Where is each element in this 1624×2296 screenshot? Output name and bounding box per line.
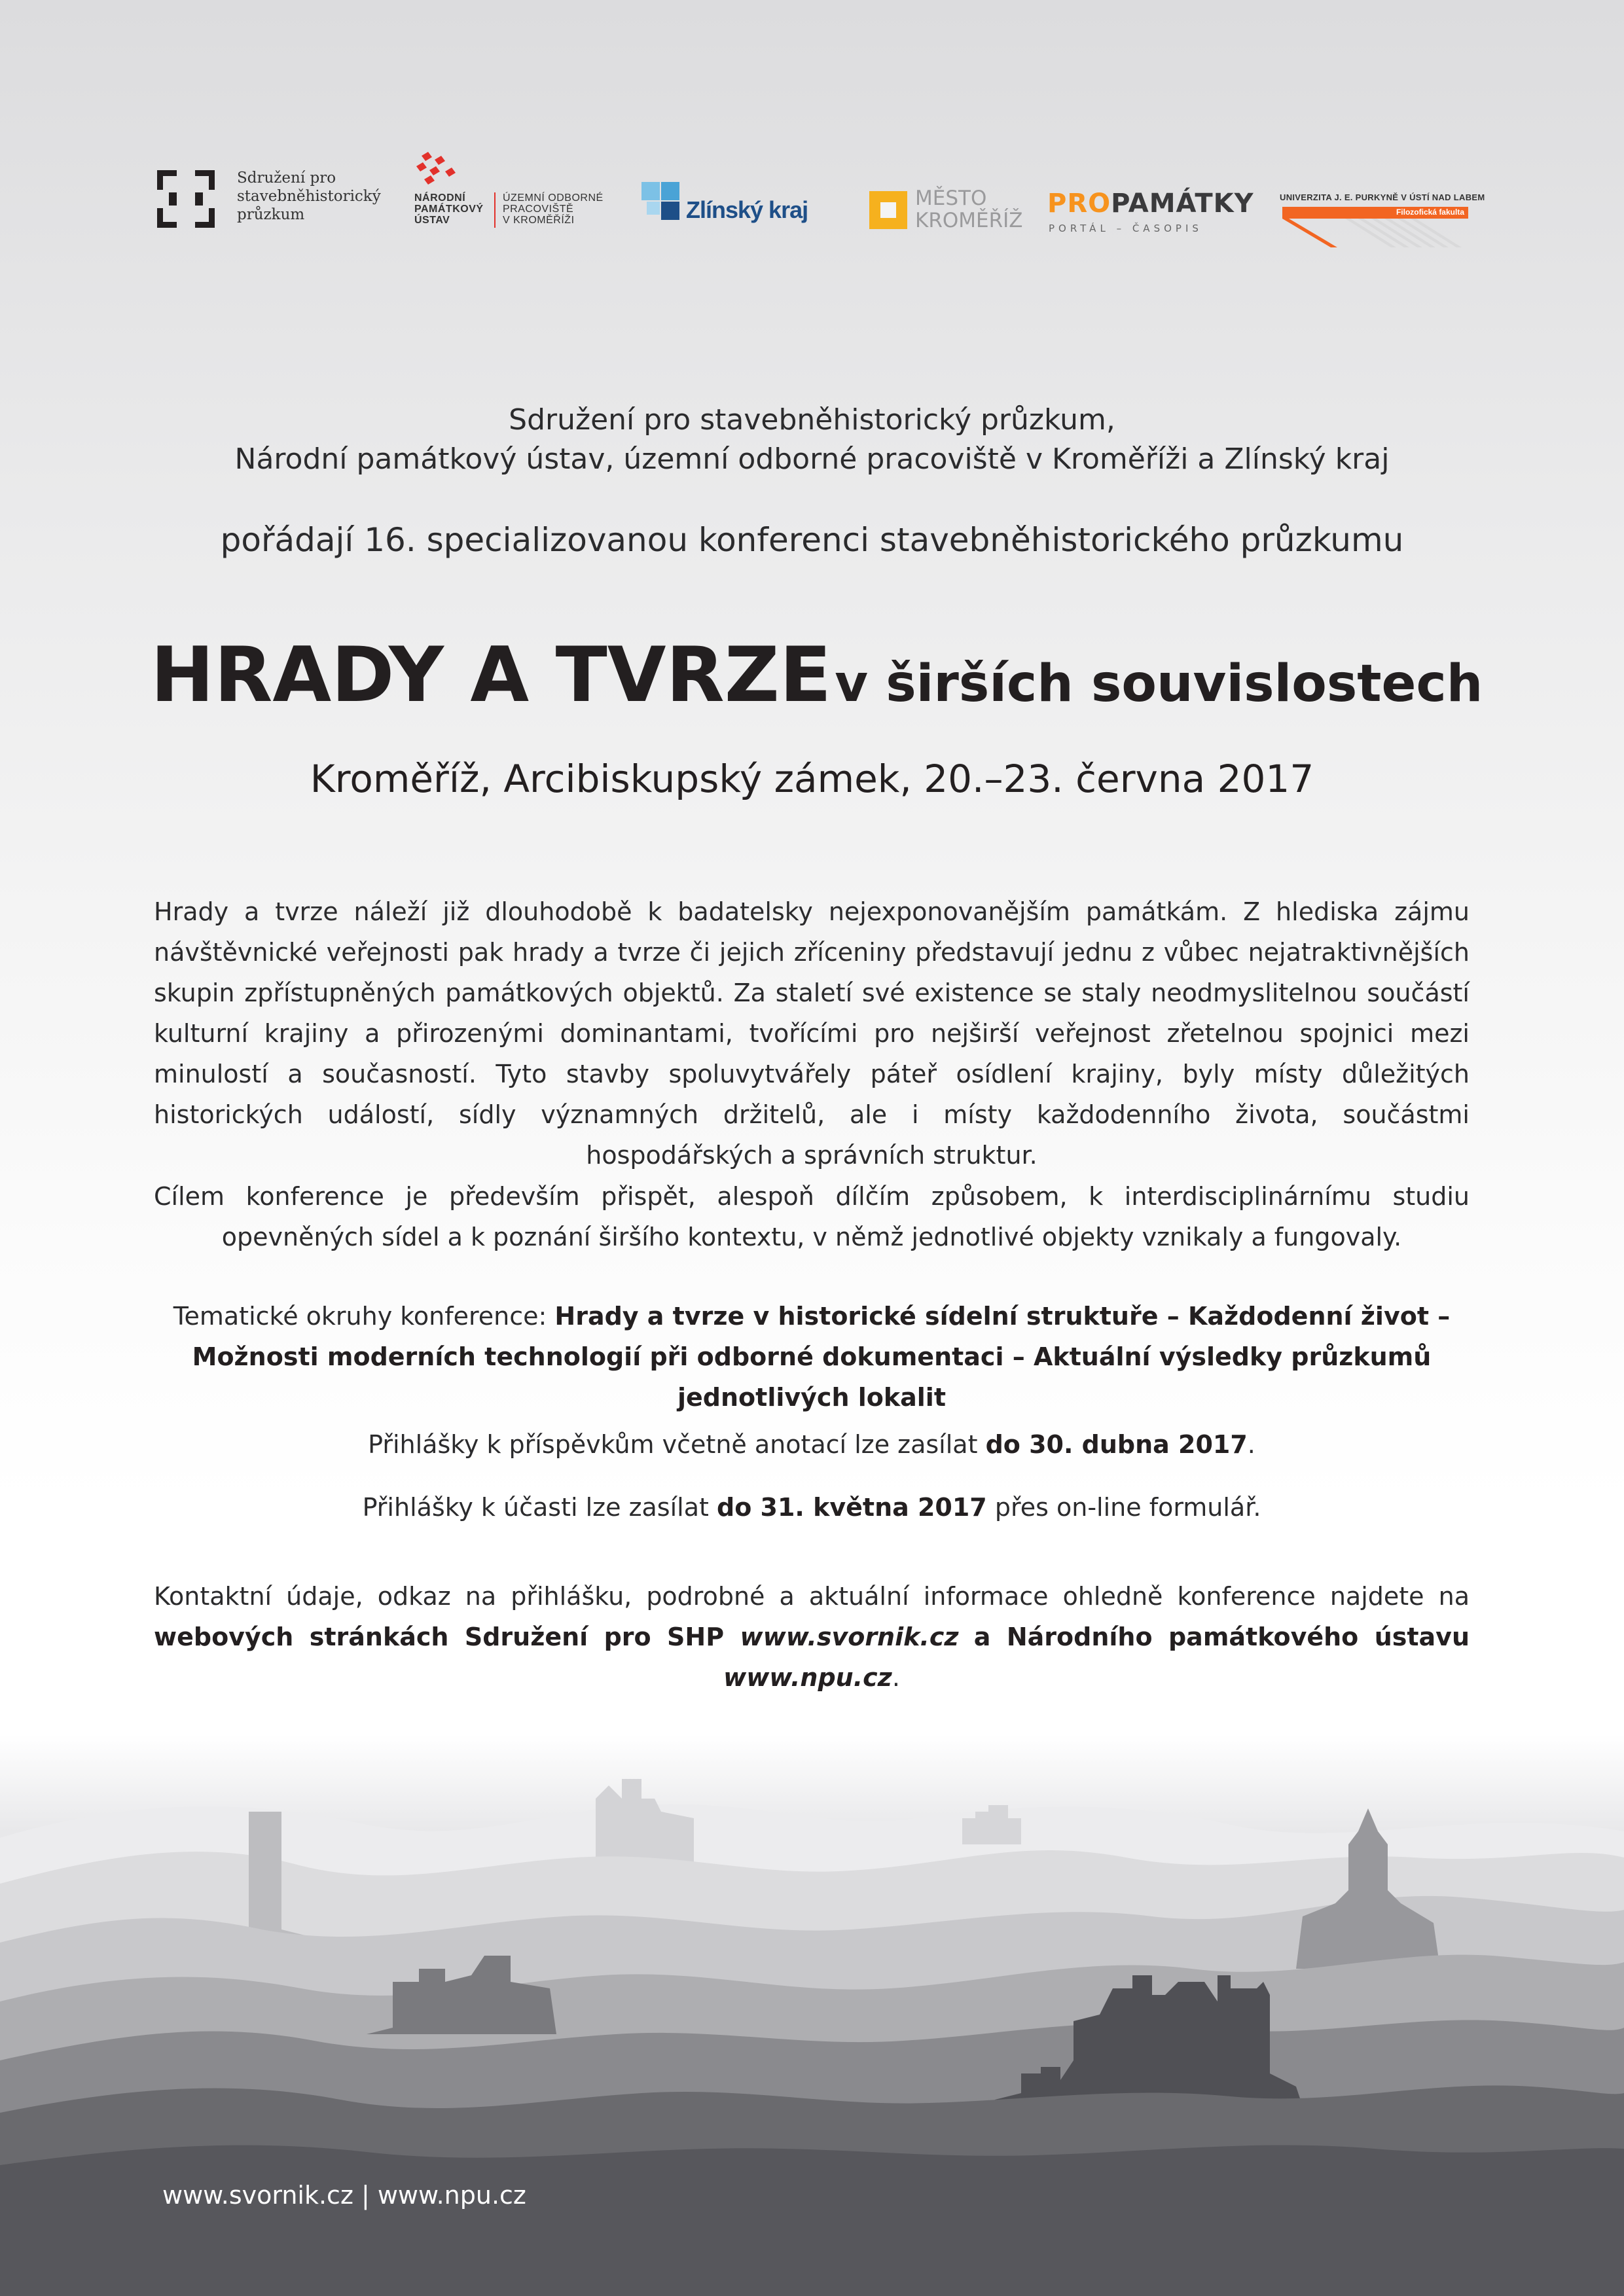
deadline1-date: do 30. dubna 2017 [985, 1430, 1248, 1459]
ujep-bar [1282, 207, 1468, 219]
logo-npu [412, 152, 609, 237]
sdruzeni-line3: průzkum [237, 206, 305, 223]
npu-r2: PRACOVIŠTĚ [503, 204, 574, 215]
deadline2-post: přes on-line formulář. [986, 1493, 1261, 1522]
ujep-stripes-icon [1280, 219, 1470, 251]
logo-propamatky [1047, 188, 1263, 241]
mesto-square-icon [869, 191, 907, 229]
propamatky-sub: PORTÁL – ČASOPIS [1049, 223, 1202, 234]
ujep-title: UNIVERZITA J. E. PURKYNĚ V ÚSTÍ NAD LABEM [1280, 192, 1485, 202]
topics-paragraph [151, 1296, 1473, 1418]
logo-mesto-kromeriz [869, 187, 1039, 240]
organizers [151, 401, 1473, 479]
npu-line2: PAMÁTKOVÝ [414, 204, 484, 215]
npu-emblem-icon [412, 152, 465, 191]
sdruzeni-line2: stavebněhistorický [237, 188, 381, 205]
title-sub: v širších souvislostech [835, 655, 1483, 713]
description-paragraph: Hrady a tvrze náleží již dlouhodobě k badatelsky nejexponovanějším památkám. Z hlediska zájmu návštěvnické veřejnosti pak hrady a tvrze či jejich zříceniny představují jednu z vůbec nejatraktivnějších skupin zpřístupněných památkových objektů. Za staletí své existence se staly neodmyslitelnou součástí kulturní krajiny a přirozenými dominantami, tvořícími pro nejširší veřejnost zřetelnou spojnici mezi minulostí a současností. Tyto stavby spoluvytvářely páteř osídlení krajiny, byly místy důležitých historických událostí, sídly významných držitelů, ale i místy každodenního života, součástmi hospodářských a správních struktur. [154, 897, 1470, 1170]
deadline2-date: do 31. května 2017 [717, 1493, 987, 1522]
deadline2-pre: Přihlášky k účasti lze zasílat [362, 1493, 717, 1522]
sdruzeni-line1: Sdružení pro [237, 170, 336, 187]
contact-bold2: a Národního památkového ústavu [973, 1623, 1470, 1651]
contact-pre: Kontaktní údaje, odkaz na přihlášku, podrobné a aktuální informace ohledně konference najdete na [154, 1582, 1470, 1611]
topics-label: Tematické okruhy konference: [173, 1302, 555, 1331]
deadline1-post: . [1247, 1430, 1255, 1459]
conference-place-date: Kroměříž, Arcibiskupský zámek, 20.–23. června 2017 [310, 757, 1314, 801]
logo-zlinsky-kraj [641, 182, 838, 228]
npu-line1: NÁRODNÍ [414, 192, 466, 204]
propamatky-pamatky: PAMÁTKY [1111, 188, 1254, 219]
goal-paragraph: Cílem konference je především přispět, alespoň dílčím způsobem, k interdisciplinárnímu studiu opevněných sídel a k poznání širšího kontextu, v němž jednotlivé objekty vznikaly a fungovaly. [154, 1182, 1470, 1251]
npu-r3: V KROMĚŘÍŽI [503, 215, 575, 226]
castle-far-center [596, 1779, 694, 1864]
castle-landscape-illustration [0, 1759, 1624, 2296]
deadline-registration [151, 1487, 1473, 1528]
zlinsky-label: Zlínský kraj [686, 196, 808, 223]
contact-url-npu[interactable]: www.npu.cz [723, 1663, 892, 1692]
organizers-line2: Národní památkový ústav, územní odborné pracoviště v Kroměříži a Zlínský kraj [234, 442, 1390, 476]
hills-layer-7 [0, 2145, 1624, 2296]
logo-ujep [1280, 190, 1485, 252]
contact-post: . [892, 1663, 900, 1692]
mesto-line2: KROMĚŘÍŽ [915, 209, 1023, 232]
npu-divider [494, 192, 496, 228]
topics-list: Hrady a tvrze v historické sídelní struktuře – Každodenní život – Možnosti moderních technologií při odborné dokumentaci – Aktuální výsledky průzkumů jednotlivých lokalit [192, 1302, 1451, 1412]
contact-url-svornik[interactable]: www.svornik.cz [740, 1623, 959, 1651]
mesto-line1: MĚSTO [915, 187, 987, 210]
contact-bold1: webových stránkách Sdružení pro SHP [154, 1623, 740, 1651]
organizers-line1: Sdružení pro stavebněhistorický průzkum, [509, 403, 1115, 437]
contact-paragraph [154, 1576, 1470, 1698]
conference-title [151, 631, 1483, 719]
npu-line3: ÚSTAV [414, 215, 450, 226]
zlinsky-squares-icon [641, 182, 683, 224]
footer-links[interactable]: www.svornik.cz | www.npu.cz [162, 2181, 526, 2210]
deadline1-pre: Přihlášky k příspěvkům včetně anotací lze zasílat [368, 1430, 986, 1459]
deadline-papers [151, 1424, 1473, 1465]
title-main: HRADY A TVRZE [151, 631, 832, 719]
propamatky-pro: PRO [1047, 188, 1111, 219]
npu-r1: ÚZEMNÍ ODBORNÉ [503, 192, 604, 204]
logo-sdruzeni [154, 168, 381, 233]
sdruzeni-emblem-icon [154, 168, 217, 230]
conference-intro: pořádají 16. specializovanou konferenci stavebněhistorického průzkumu [220, 521, 1404, 559]
ujep-faculty: Filozofická fakulta [1396, 207, 1464, 217]
